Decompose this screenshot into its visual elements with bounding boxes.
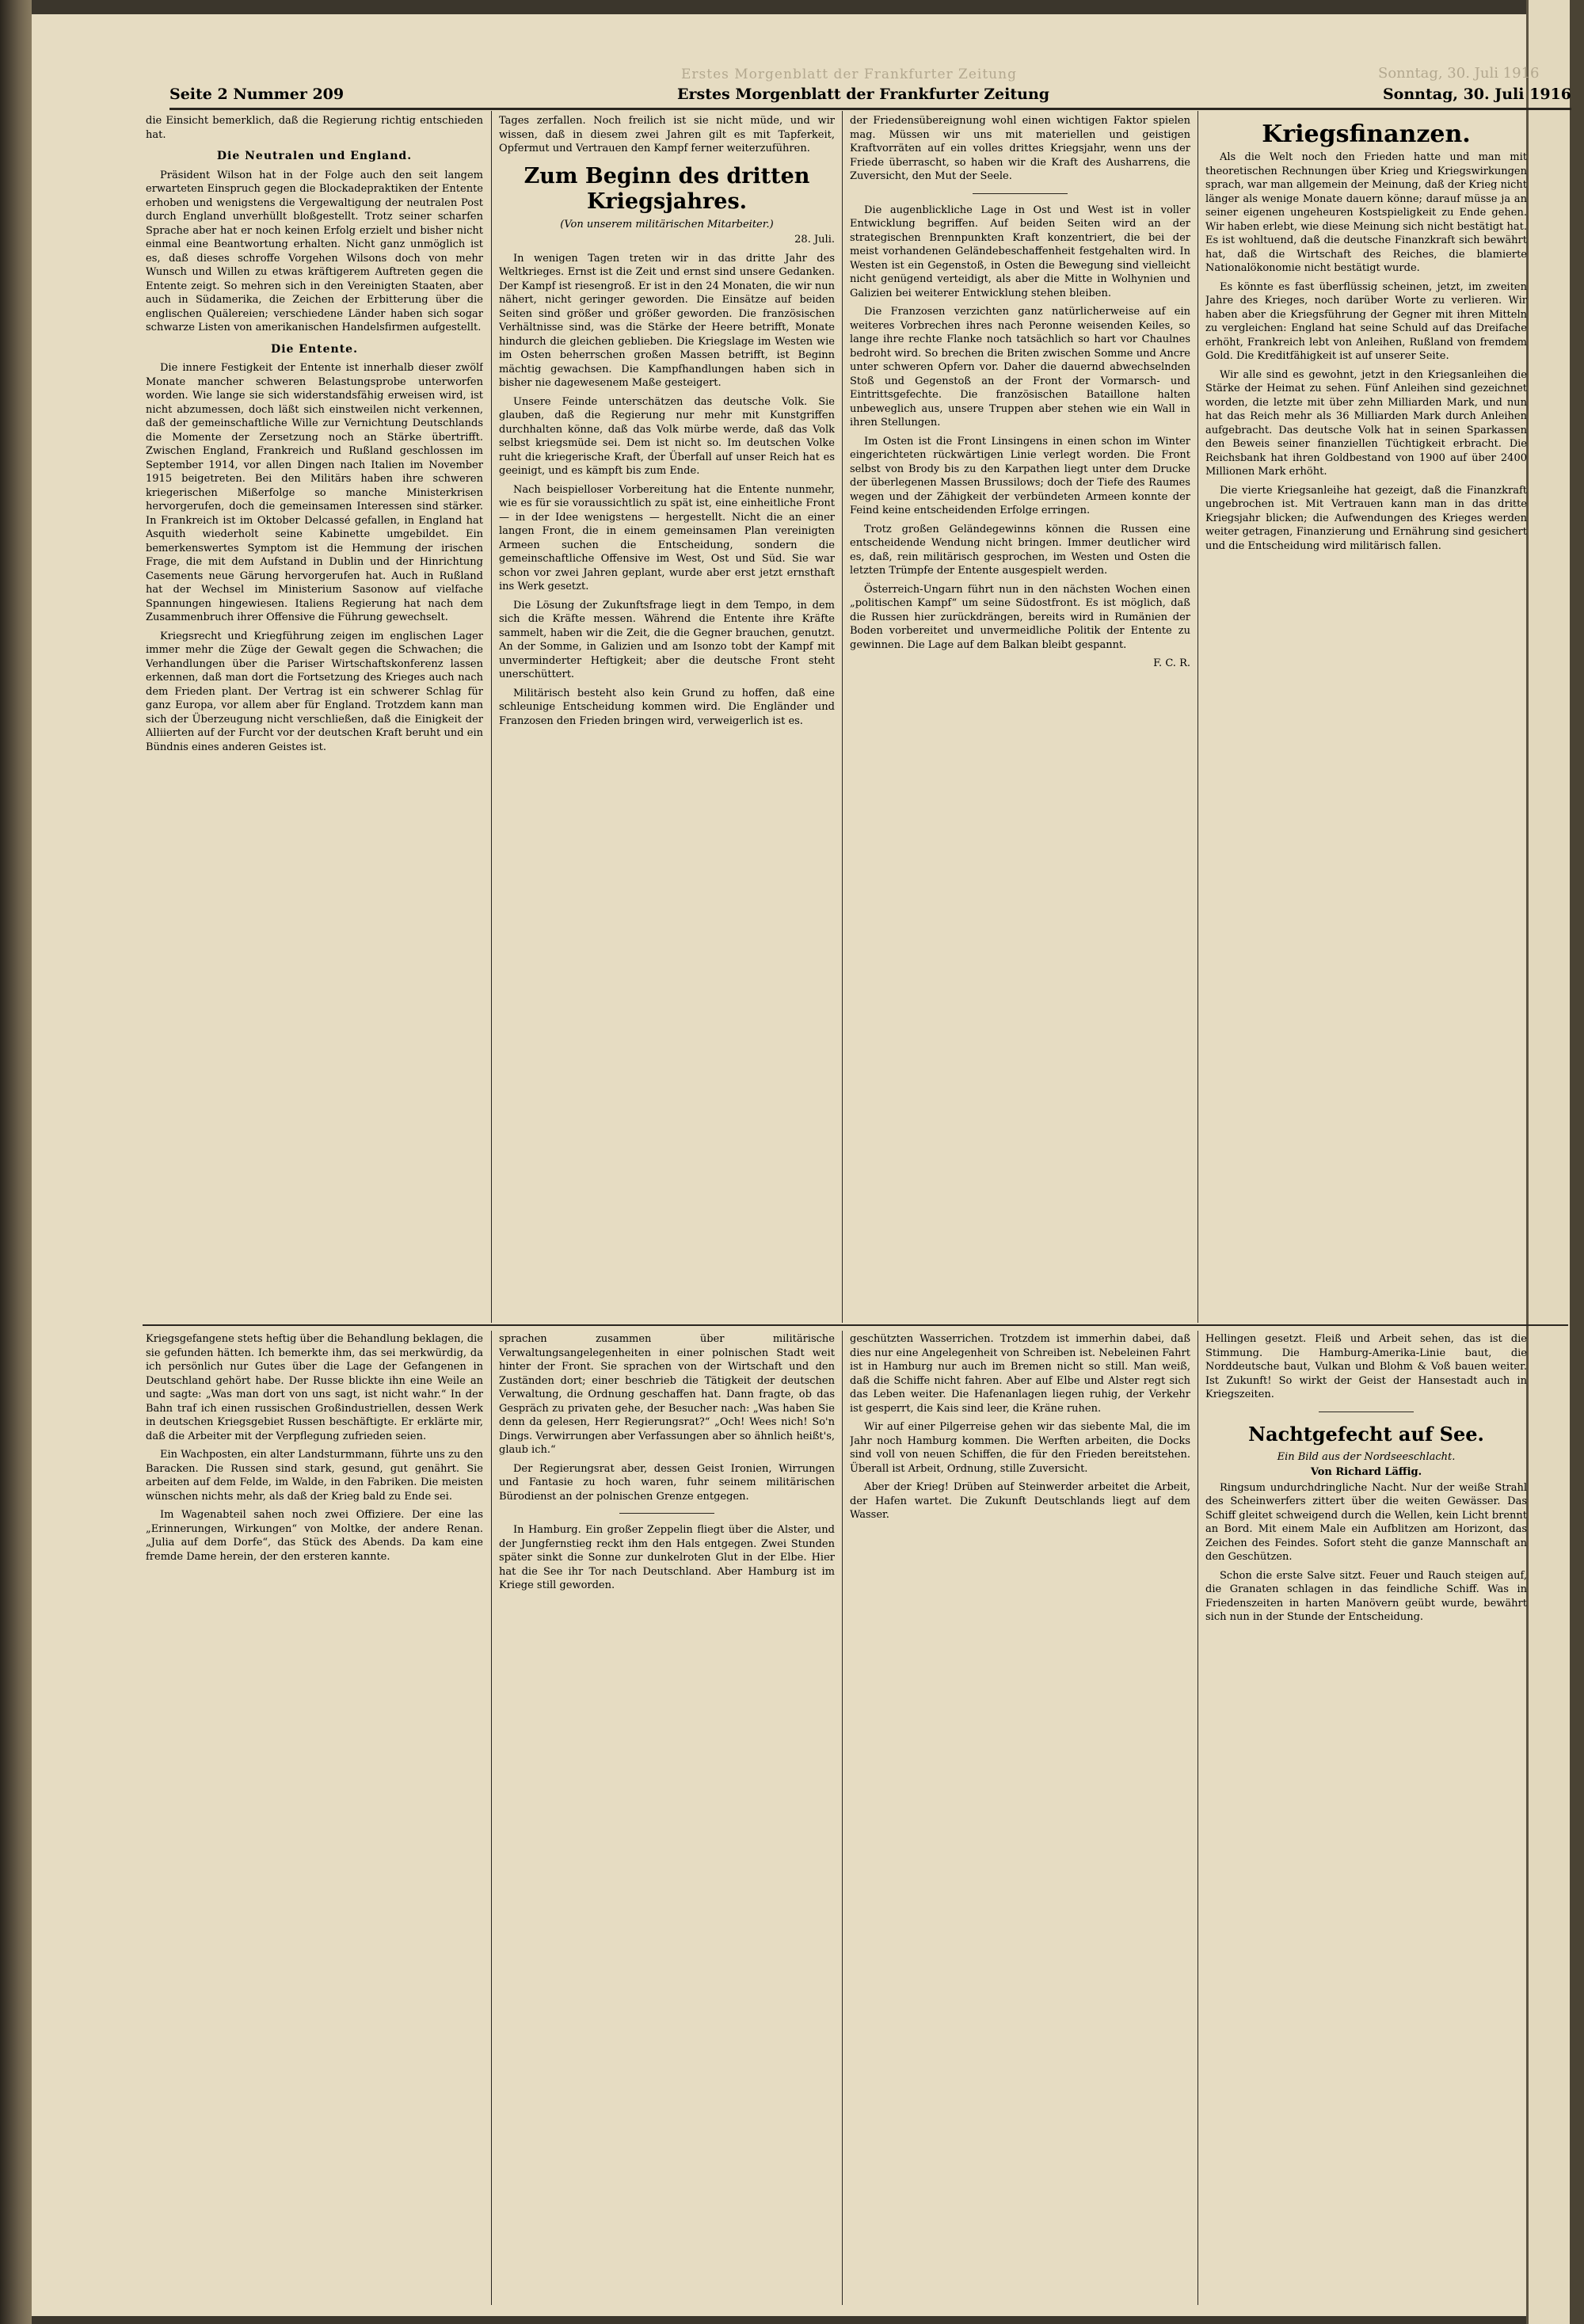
column-4-paragraph: Als die Welt noch den Frieden hatte und man mit theoretischen Rechnungen über Krieg und Kriegswirkungen sprach, war man allgemein der Meinung, daß der Krieg nicht länger als wenige Monate dauern könne; darauf müsse ja an seiner eigenen ungeheuren Kostspieligkeit zu Ende gehen. Wir haben erlebt, wie diese Meinung sich nicht bestätigt hat. Es ist wohltuend, daß die deutsche Finanzkraft sich bewährt hat, daß die Wirtschaft des Reiches, die blamierte Nationalökonomie nicht bestätigt wurde. [1205, 151, 1527, 274]
lower-column-separator [619, 1513, 714, 1514]
lower-column-paragraph: In Hamburg. Ein großer Zeppelin fliegt über die Alster, und der Jungfernstieg reckt ihm den Hals entgegen. Zwei Stunden später sinkt die Sonne zur dunkelroten Glut in der Elbe. Hier hat die See ihr Tor nach Deutschland. Aber Hamburg ist im Kriege still geworden. [499, 1524, 835, 1591]
column-2 [499, 114, 835, 1318]
column-2-paragraph: Nach beispielloser Vorbereitung hat die Entente nunmehr, wie es für sie voraussichtlich zu spät ist, eine einheitliche Front — in der Idee wenigstens — hergestellt. Nicht die an einer langen Front, die in einem gemeinsamen Plan vereinigten Armeen suchen die Entscheidung, sondern die gemeinschaftliche Offensive im West, Ost und Süd. Sie war schon vor zwei Jahren geplant, wurde aber erst jetzt ernsthaft ins Werk gesetzt. [499, 483, 835, 592]
column-1-paragraph: Die innere Festigkeit der Entente ist innerhalb dieser zwölf Monate mancher schweren Belastungsprobe unterworfen worden. Wie lange sie sich widerstandsfähig erweisen wird, ist nicht abzumessen, doch läßt sich einstweilen nicht verkennen, daß der gemeinschaftliche Wille zur Vernichtung Deutschlands die Momente der Zersetzung noch an Stärke übertrifft. Zwischen England, Frankreich und Rußland geschlossen im September 1914, vor allen Dingen nach Italien im November 1915 beigetreten. Bei den Militärs haben ihre schweren kriegerischen Mißerfolge so manche Ministerkrisen hervorgerufen, doch die gemeinsamen Interessen sind stärker. In Frankreich ist im Oktober Delcassé gefallen, in England hat Asquith wiederholt seine Kabinette umgebildet. Ein bemerkenswertes Symptom ist die Hemmung der irischen Frage, die mit dem Aufstand in Dublin und der Hinrichtung Casements neue Gärung hervorgerufen hat. Auch in Rußland hat der Wechsel im Ministerium Sasonow auf vielfache Spannungen hingewiesen. Italiens Regierung hat nach dem Zusammenbruch ihrer Offensive die Führung gewechselt. [146, 362, 483, 623]
column-4-paragraph: Wir alle sind es gewohnt, jetzt in den Kriegsanleihen die Stärke der Heimat zu sehen. Fünf Anleihen sind gezeichnet worden, die letzte mit über zehn Milliarden Mark, und nun hat das Reich mehr als 36 Milliarden Mark durch Anleihen aufgebracht. Das deutsche Volk hat in seinen Sparkassen den Beweis seiner finanziellen Tüchtigkeit erbracht. Die Reichsbank hat ihren Goldbestand von 1900 auf über 2400 Millionen Mark erhöht. [1205, 368, 1527, 478]
article-headline-kriegsfinanzen: Kriegsfinanzen. [1262, 120, 1471, 148]
issue-date: Sonntag, 30. Juli 1916 [1382, 86, 1571, 103]
lower-column-paragraph: sprachen zusammen über militärische Verwaltungsangelegenheiten in einer polnischen Stadt weit hinter der Front. Sie sprachen von der Wirtschaft und den Zuständen dort; einer beschrieb die Tätigkeit der deutschen Verwaltung, die Ordnung geschaffen hat. Dann fragte, ob das Gespräch zu privaten gehe, der Besucher nach: „Was haben Sie denn da gelesen, Herr Regierungsrat?“ „Och! Wees nich! So'n Dings. Verwirrungen aber Verfassungen aber so ähnlich heißt's, glaub ich.“ [499, 1333, 835, 1456]
column-4 [1205, 114, 1527, 1318]
lower-column-1 [146, 1332, 483, 2299]
column-rule-1 [491, 111, 492, 1323]
column-2-paragraph: Unsere Feinde unterschätzen das deutsche Volk. Sie glauben, daß die Regierung nur mehr mit Kunstgriffen durchhalten könne, daß das Volk mürbe werde, daß das Volk selbst kriegsmüde sei. Dem ist nicht so. Im deutschen Volke ruht die kriegerische Kraft, der Überfall auf unser Reich hat es geeinigt, und es kämpft bis zum Ende. [499, 395, 835, 477]
column-3-paragraph: Die augenblickliche Lage in Ost und West ist in voller Entwicklung begriffen. Auf beiden Seiten wird an der strategischen Brennpunkten Kraft konzentriert, die bei der meist vorhandenen Geländebeschaffenheit festgehalten wird. In Westen ist ein Gegenstoß, in Osten die Bewegung sind vielleicht nicht genügend verteidigt, als aber die Mitte in Wolhynien und Galizien bei weiterer Entwicklung stehen bleiben. [850, 204, 1190, 299]
article-subtitle: Ein Bild aus der Nordseeschlacht. [1277, 1450, 1456, 1463]
column-3-separator [973, 193, 1068, 194]
lower-column-paragraph: Ringsum undurchdringliche Nacht. Nur der weiße Strahl des Scheinwerfers zittert über die weiten Gewässer. Das Schiff gleitet schweigend durch die Wellen, kein Licht brennt an Bord. Mit einem Male ein Aufblitzen am Horizont, das Zeichen des Feindes. Sofort steht die ganze Mannschaft an den Geschützen. [1205, 1481, 1527, 1563]
column-3-continuation: der Friedensübereignung wohl einen wichtigen Faktor spielen mag. Müssen wir uns mit materiellen und geistigen Kraftvorräten auf ein volles drittes Kriegsjahr, wenn uns der Friede überrascht, so haben wir die Kraft des Ausharrens, die Zuversicht, den Mut der Seele. [850, 115, 1190, 182]
lower-rule-2 [842, 1331, 843, 2305]
column-1-paragraph: Kriegsrecht und Kriegführung zeigen im englischen Lager immer mehr die Züge der Gewalt gegen die Schwachen; die Verhandlungen über die Pariser Wirtschaftskonferenz lassen erkennen, daß man dort die Fortsetzung des Krieges auch nach dem Frieden plant. Der Vertrag ist ein schwerer Schlag für ganz Europa, vor allem aber für England. Trotzdem kann man sich der Überzeugung nicht verschließen, daß die Einigkeit der Alliierten auf der Furcht vor der deutschen Kraft beruht und ein Bündnis eines anderen Geistes ist. [146, 630, 483, 753]
column-3 [850, 114, 1190, 1318]
ghost-header-center: Erstes Morgenblatt der Frankfurter Zeitung [681, 67, 1017, 82]
column-2-paragraph: Militärisch besteht also kein Grund zu hoffen, daß eine schleunige Entscheidung kommen wird. Die Engländer und Franzosen den Frieden bringen wird, verweigerlich ist es. [499, 687, 835, 727]
article-dateline: 28. Juli. [794, 234, 835, 246]
column-1-paragraph: Präsident Wilson hat in der Folge auch den seit langem erwarteten Einspruch gegen die Blockadepraktiken der Entente erhoben und wenigstens die Vergewaltigung der neutralen Post durch England unverhüllt bloßgestellt. Trotz seiner scharfen Sprache aber hat er noch keinen Erfolg erzielt und bisher nicht einmal eine Beantwortung erhalten. Nicht ganz unmöglich ist es, daß dieses schroffe Vorgehen Wilsons doch von mehr Wunsch und Willen zu etwas kräftigerem Auftreten gegen die Entente zeigt. So mehren sich in den Vereinigten Staaten, aber auch in Südamerika, die Zeichen der Erbitterung über die englischen Quälereien; verschiedene Länder haben sich sogar schwarze Listen von amerikanischen Handelsfirmen aufgestellt. [146, 169, 483, 333]
article-headline-nachtgefecht: Nachtgefecht auf See. [1248, 1422, 1484, 1446]
lower-column-paragraph: Ein Wachposten, ein alter Landsturmmann, führte uns zu den Baracken. Die Russen sind stark, gesund, gut genährt. Sie arbeiten auf dem Felde, im Walde, in den Fabriken. Die meisten wünschen nichts mehr, als daß der Krieg bald zu Ende sei. [146, 1449, 483, 1503]
ghost-header-right: Sonntag, 30. Juli 1916 [1378, 65, 1540, 82]
column-2-paragraph: In wenigen Tagen treten wir in das dritte Jahr des Weltkrieges. Ernst ist die Zeit und ernst sind unsere Gedanken. Der Kampf ist riesengroß. Er ist in den 24 Monaten, die wir nun nähert, nicht geringer geworden. Die Einsätze auf beiden Seiten sind größer und größer geworden. Die französischen Verhältnisse sind, was die Stärke der Heere betrifft, Monate hindurch die gleichen geblieben. Die Kriegslage im Westen wie im Osten beherrschen großen Massen betrifft, ist Beginn mächtig gewachsen. Die Kampfhandlungen haben sich in bisher nie dagewesenem Maße gesteigert. [499, 252, 835, 389]
column-1-intro: die Einsicht bemerklich, daß die Regierung richtig entschieden hat. [146, 115, 483, 141]
column-4-paragraph: Die vierte Kriegsanleihe hat gezeigt, daß die Finanzkraft ungebrochen ist. Mit Vertrauen kann man in das dritte Kriegsjahr blicken; die Aufwendungen des Krieges werden weiter getragen, Finanzierung und Ernährung sind gesichert und die Entscheidung wird militärisch fallen. [1205, 484, 1527, 552]
section-heading-entente: Die Entente. [271, 342, 358, 356]
section-divider [143, 1324, 1568, 1326]
column-3-paragraph: Die Franzosen verzichten ganz natürlicherweise auf ein weiteres Vorbrechen ihres nach Peronne weisenden Keiles, so lange ihre rechte Flanke noch tatsächlich so hart vor Chaulnes bedroht wird. So brechen die Briten zwischen Somme und Ancre unter schweren Opfern vor. Daher die dauernd abwechselnden Stoß und Gegenstoß an der Front der Vormarsch- und Eintrittsgefechte. Die französischen Bataillone halten unbeweglich aus, unsere Truppen aber stehen wie ein Wall in ihren Stellungen. [850, 306, 1190, 429]
lower-column-paragraph: Kriegsgefangene stets heftig über die Behandlung beklagen, die sie gefunden hätten. Ich bemerkte ihm, das sei merkwürdig, da ich persönlich nur Gutes über die Lage der Gefangenen in Deutschland gehört habe. Der Russe blickte ihn eine Weile an und sagte: „Was man dort von uns sagt, ist nicht wahr.“ In der Bahn traf ich einen russischen Großindustriellen, dessen Werk in deutschen Kriegsgebiet Russen beschäftigte. Er erklärte mir, daß die Arbeiter mit der Verpflegung zufrieden seien. [146, 1333, 483, 1442]
book-spine-left [0, 0, 32, 2324]
column-3-paragraph: Österreich-Ungarn führt nun in den nächsten Wochen einen „politischen Kampf“ um seine Südostfront. Es ist möglich, daß die Russen hier zurückdrängen, bereits wird in Rumänien der Boden vorbereitet und unvermeidliche Politik der Entente zu gewinnen. Die Lage auf dem Balkan bleibt gespannt. [850, 583, 1190, 651]
section-heading-neutrals: Die Neutralen und England. [216, 150, 413, 162]
column-3-paragraph: Im Osten ist die Front Linsingens in einen schon im Winter eingerichteten rückwärtigen Linie verlegt worden. Die Front selbst von Brody bis zu den Karpathen liegt unter dem Drucke der überlegenen Massen Brussilows; doch der Tiefe des Raumes wegen und der Zähigkeit der verbündeten Armeen konnte der Feind keine entscheidenden Erfolge erringen. [850, 435, 1190, 516]
lower-column-paragraph: Wir auf einer Pilgerreise gehen wir das siebente Mal, die im Jahr noch Hamburg kommen. Die Werften arbeiten, die Docks sind voll von neuen Schiffen, die für den Frieden bereitstehen. Überall ist Arbeit, Ordnung, stille Zuversicht. [850, 1421, 1190, 1475]
column-1 [146, 114, 483, 1318]
newspaper-title: Erstes Morgenblatt der Frankfurter Zeitung [677, 86, 1050, 103]
lower-column-paragraph: Schon die erste Salve sitzt. Feuer und Rauch steigen auf, die Granaten schlagen in das feindliche Schiff. Was in Friedenszeiten in harten Manövern geübt wurde, bewährt sich nun in der Stunde der Entscheidung. [1205, 1569, 1527, 1623]
lower-column-2 [499, 1332, 835, 2299]
column-2-paragraph: Die Lösung der Zukunftsfrage liegt in dem Tempo, in dem sich die Kräfte messen. Während die Entente ihre Kräfte sammelt, haben wir die Zeit, die die Gegner brauchen, genutzt. An der Somme, in Galizien und am Isonzo tobt der Kampf mit unverminderter Heftigkeit; aber die deutsche Front steht unerschüttert. [499, 599, 835, 680]
column-4-paragraph: Es könnte es fast überflüssig scheinen, jetzt, im zweiten Jahre des Krieges, noch darüber Worte zu verlieren. Wir haben aber die Kriegsführung der Gegner mit ihren Mitteln zu vergleichen: England hat seine Schuld auf das Dreifache erhöht, Frankreich lebt von Anleihen, Rußland von fremdem Gold. Die Kreditfähigkeit ist auf unserer Seite. [1205, 280, 1527, 362]
lower-column-paragraph: Hellingen gesetzt. Fleiß und Arbeit sehen, das ist die Stimmung. Die Hamburg-Amerika-Linie baut, die Norddeutsche baut, Vulkan und Blohm & Voß bauen weiter. Ist Zukunft! So wirkt der Geist der Hansestadt auch in Kriegszeiten. [1205, 1333, 1527, 1400]
lower-column-4 [1205, 1332, 1527, 2299]
column-rule-2 [842, 111, 843, 1323]
article-byline: (Von unserem militärischen Mitarbeiter.) [560, 218, 774, 230]
article-headline-kriegsjahr: Zum Beginn des dritten Kriegsjahres. [524, 163, 810, 214]
binding-edge [1570, 0, 1584, 2324]
page-number: Seite 2 Nummer 209 [169, 86, 345, 103]
article-author: Von Richard Läffig. [1310, 1466, 1422, 1478]
lower-column-3 [850, 1332, 1190, 2299]
lower-column-paragraph: geschützten Wasserrichen. Trotzdem ist immerhin dabei, daß dies nur eine Angelegenheit von Schreiben ist. Nebeleinen Fahrt ist in Hamburg nur auch im Bremen nicht so still. Man weiß, daß die Schiffe nicht fahren. Aber auf Elbe und Alster regt sich das Leben weiter. Die Hafenanlagen liegen ruhig, der Verkehr ist gesperrt, die Kais sind leer, die Kräne ruhen. [850, 1333, 1190, 1415]
article-signature: F. C. R. [1153, 657, 1190, 669]
lower-column-paragraph: Im Wagenabteil sahen noch zwei Offiziere. Der eine las „Erinnerungen, Wirkungen“ von Moltke, der andere Renan. „Julia auf dem Dorfe“, das Stück des Abends. Da kam eine fremde Dame herein, der den ersteren kannte. [146, 1509, 483, 1563]
lower-column-paragraph: Aber der Krieg! Drüben auf Steinwerder arbeitet die Arbeit, der Hafen wartet. Die Zukunft Deutschlands liegt auf dem Wasser. [850, 1481, 1190, 1521]
lower-rule-1 [491, 1331, 492, 2305]
column-2-continuation: Tages zerfallen. Noch freilich ist sie nicht müde, und wir wissen, daß in diesem zwei Jahren gilt es mit Tapferkeit, Opfermut und Vertrauen den Kampf ferner weiterzuführen. [499, 115, 835, 154]
masthead [169, 81, 1571, 110]
lower-column-paragraph: Der Regierungsrat aber, dessen Geist Ironien, Wirrungen und Fantasie zu hoch waren, fuhr seinem militärischen Bürodienst an der polnischen Grenze entgegen. [499, 1462, 835, 1503]
column-3-paragraph: Trotz großen Geländegewinns können die Russen eine entscheidende Wendung nicht bringen. Immer deutlicher wird es, daß, rein militärisch gesprochen, im Westen und Osten die letzten Trümpfe der Entente ausgespielt werden. [850, 523, 1190, 577]
